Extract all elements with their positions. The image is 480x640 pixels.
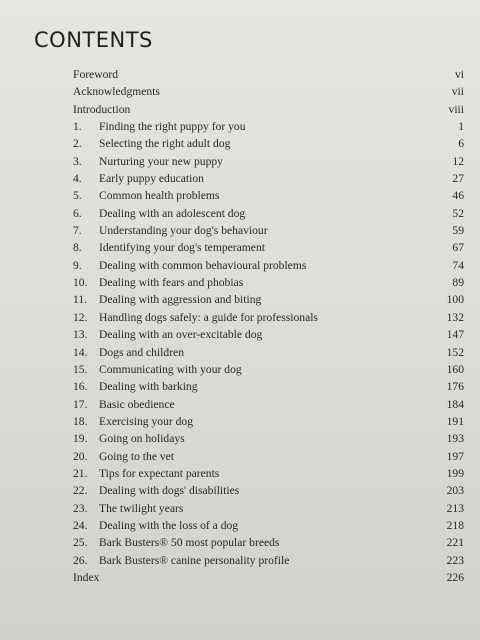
toc-entry (73, 222, 464, 239)
toc-entry (73, 187, 464, 204)
entry-title: Selecting the right adult dog (99, 137, 231, 151)
toc-entry (73, 500, 464, 517)
toc-entry (73, 326, 464, 343)
toc-entry (73, 465, 464, 482)
entry-title: Early puppy education (99, 172, 204, 186)
entry-page: 197 (446, 449, 464, 463)
toc-entry (73, 448, 464, 465)
entry-page: 160 (446, 362, 464, 376)
entry-page: 203 (446, 484, 464, 498)
toc-entry (73, 430, 464, 447)
entry-number: 17. (73, 397, 88, 411)
toc-entry (73, 309, 464, 326)
entry-number: 18. (73, 414, 88, 428)
toc-entry (73, 101, 464, 118)
entry-page: 67 (452, 241, 464, 255)
entry-page: 1 (458, 120, 464, 134)
entry-page: 100 (446, 293, 464, 307)
entry-title: Dealing with dogs' disabilities (99, 484, 240, 498)
entry-number: 1. (73, 120, 82, 134)
entry-number: 21. (73, 466, 88, 480)
toc-entry (73, 413, 464, 430)
entry-number: 11. (73, 293, 88, 307)
entry-number: 7. (73, 224, 82, 238)
entry-page: 132 (446, 310, 464, 324)
entry-page: 218 (446, 518, 464, 532)
entry-page: 89 (452, 276, 464, 290)
entry-title: Dealing with barking (99, 380, 198, 394)
entry-title: Exercising your dog (99, 414, 194, 428)
entry-number: 16. (73, 380, 88, 394)
entry-number: 6. (73, 206, 82, 220)
toc-entry (73, 569, 464, 586)
toc-entry (73, 291, 464, 308)
entry-title: Going to the vet (99, 449, 175, 463)
entry-page: 184 (446, 397, 464, 411)
toc-entry (73, 344, 464, 361)
toc-entry (73, 153, 464, 170)
entry-number: 24. (73, 518, 88, 532)
entry-title: Dealing with common behavioural problems (99, 258, 307, 272)
entry-page: 74 (452, 258, 464, 272)
toc-entry (73, 257, 464, 274)
entry-title: Bark Busters® canine personality profile (99, 553, 290, 567)
entry-number: 12. (73, 310, 88, 324)
entry-page: 147 (446, 328, 464, 342)
entry-page: 52 (452, 206, 464, 220)
entry-title: Tips for expectant parents (99, 466, 220, 480)
entry-title: Index (73, 570, 100, 584)
entry-number: 13. (73, 328, 88, 342)
entry-number: 8. (73, 241, 82, 255)
entry-number: 5. (73, 189, 82, 203)
entry-title: Dealing with fears and phobias (99, 276, 244, 290)
toc-entry (73, 239, 464, 256)
entry-page: 226 (446, 570, 464, 584)
toc-entry (73, 274, 464, 291)
entry-title: Identifying your dog's temperament (99, 241, 265, 255)
page-title: CONTENTS (34, 28, 153, 52)
entry-page: 27 (452, 172, 464, 186)
entry-number: 22. (73, 484, 88, 498)
entry-page: 46 (452, 189, 464, 203)
entry-number: 9. (73, 258, 82, 272)
entry-page: 152 (446, 345, 464, 359)
toc-entry (73, 135, 464, 152)
entry-number: 26. (73, 553, 88, 567)
entry-number: 20. (73, 449, 88, 463)
entry-title: Dealing with an over-excitable dog (99, 328, 263, 342)
entry-number: 15. (73, 362, 88, 376)
entry-page: vi (454, 68, 464, 81)
entry-page: 59 (452, 224, 464, 238)
entry-title: Dogs and children (99, 345, 185, 359)
entry-title: Communicating with your dog (99, 362, 242, 376)
entry-title: Introduction (73, 102, 131, 116)
table-of-contents (73, 66, 464, 586)
toc-entry (73, 170, 464, 187)
entry-number: 3. (73, 154, 82, 168)
entry-title: Foreword (73, 68, 119, 81)
entry-number: 4. (73, 172, 82, 186)
entry-title: Bark Busters® 50 most popular breeds (99, 536, 280, 550)
entry-page: 12 (452, 154, 464, 168)
entry-number: 25. (73, 536, 88, 550)
entry-title: Dealing with the loss of a dog (99, 518, 239, 532)
entry-title: Going on holidays (99, 432, 185, 446)
entry-page: 176 (446, 380, 464, 394)
toc-entry (73, 378, 464, 395)
entry-title: Acknowledgments (73, 85, 160, 99)
entry-title: Nurturing your new puppy (99, 154, 223, 168)
toc-entry (73, 517, 464, 534)
toc-entry (73, 552, 464, 569)
entry-page: 199 (446, 466, 464, 480)
entry-title: Dealing with an adolescent dog (99, 206, 246, 220)
toc-entry (73, 534, 464, 551)
toc-entry (73, 83, 464, 100)
entry-page: 213 (446, 501, 464, 515)
entry-page: 6 (458, 137, 464, 151)
entry-number: 23. (73, 501, 88, 515)
entry-title: Finding the right puppy for you (99, 120, 246, 134)
entry-title: Understanding your dog's behaviour (99, 224, 268, 238)
toc-entry (73, 361, 464, 378)
entry-title: Handling dogs safely: a guide for professionals (99, 310, 318, 324)
entry-page: vii (451, 85, 464, 99)
entry-number: 14. (73, 345, 88, 359)
entry-number: 2. (73, 137, 82, 151)
entry-title: Basic obedience (99, 397, 175, 411)
entry-page: 193 (446, 432, 464, 446)
toc-entry (73, 396, 464, 413)
toc-entry (73, 205, 464, 222)
entry-page: viii (448, 102, 464, 116)
entry-number: 10. (73, 276, 88, 290)
entry-page: 223 (446, 553, 464, 567)
toc-entry (73, 66, 464, 83)
entry-page: 221 (446, 536, 464, 550)
toc-entry (73, 482, 464, 499)
entry-number: 19. (73, 432, 88, 446)
entry-title: Dealing with aggression and biting (99, 293, 262, 307)
toc-entry (73, 118, 464, 135)
entry-title: Common health problems (99, 189, 220, 203)
entry-page: 191 (446, 414, 464, 428)
entry-title: The twilight years (99, 501, 184, 515)
